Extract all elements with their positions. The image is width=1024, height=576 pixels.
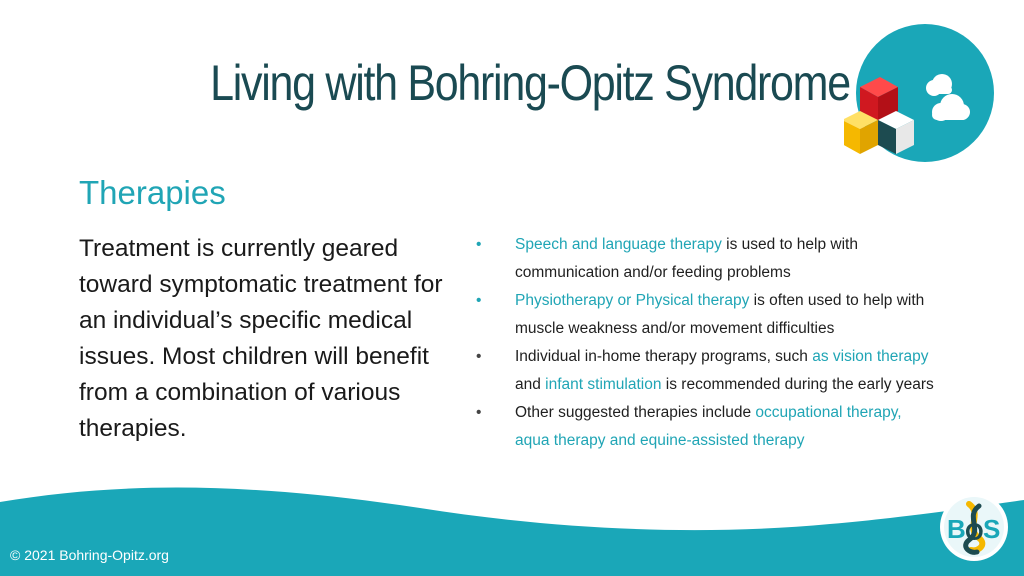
badge-letter-s: S bbox=[983, 514, 1001, 544]
bullet-text: Individual in-home therapy programs, such as vision therapy and infant stimulation is recommended during the early years bbox=[515, 348, 934, 393]
list-item bbox=[476, 287, 936, 343]
bullet-text: Physiotherapy or Physical therapy is often used to help with muscle weakness and/or movement difficulties bbox=[515, 292, 925, 337]
list-item bbox=[476, 399, 936, 455]
list-item bbox=[476, 343, 936, 399]
bullet-text: Speech and language therapy is used to help with communication and/or feeding problems bbox=[515, 236, 858, 281]
section-heading: Therapies bbox=[79, 174, 226, 211]
therapy-list bbox=[476, 231, 936, 455]
list-item bbox=[476, 231, 936, 287]
blocks-and-clouds-icon bbox=[844, 24, 994, 164]
lead-paragraph: Treatment is currently geared toward symptomatic treatment for an individual’s specific medical issues. Most children will benefit from a combination of various therapies. bbox=[79, 235, 443, 442]
copyright-text: © 2021 Bohring-Opitz.org bbox=[10, 547, 169, 563]
badge-letter-o: O bbox=[965, 519, 984, 546]
bullet-text: Other suggested therapies include occupational therapy, aqua therapy and equine-assisted therapy bbox=[515, 404, 902, 449]
badge-letter-b: B bbox=[947, 514, 966, 544]
slide-title: Living with Bohring-Opitz Syndrome bbox=[210, 55, 850, 111]
bullet-marker: • bbox=[476, 348, 482, 365]
bullet-marker: • bbox=[476, 404, 482, 421]
bos-logo-icon bbox=[939, 492, 1009, 562]
bullet-marker: • bbox=[476, 292, 482, 309]
bullet-marker: • bbox=[476, 236, 482, 253]
